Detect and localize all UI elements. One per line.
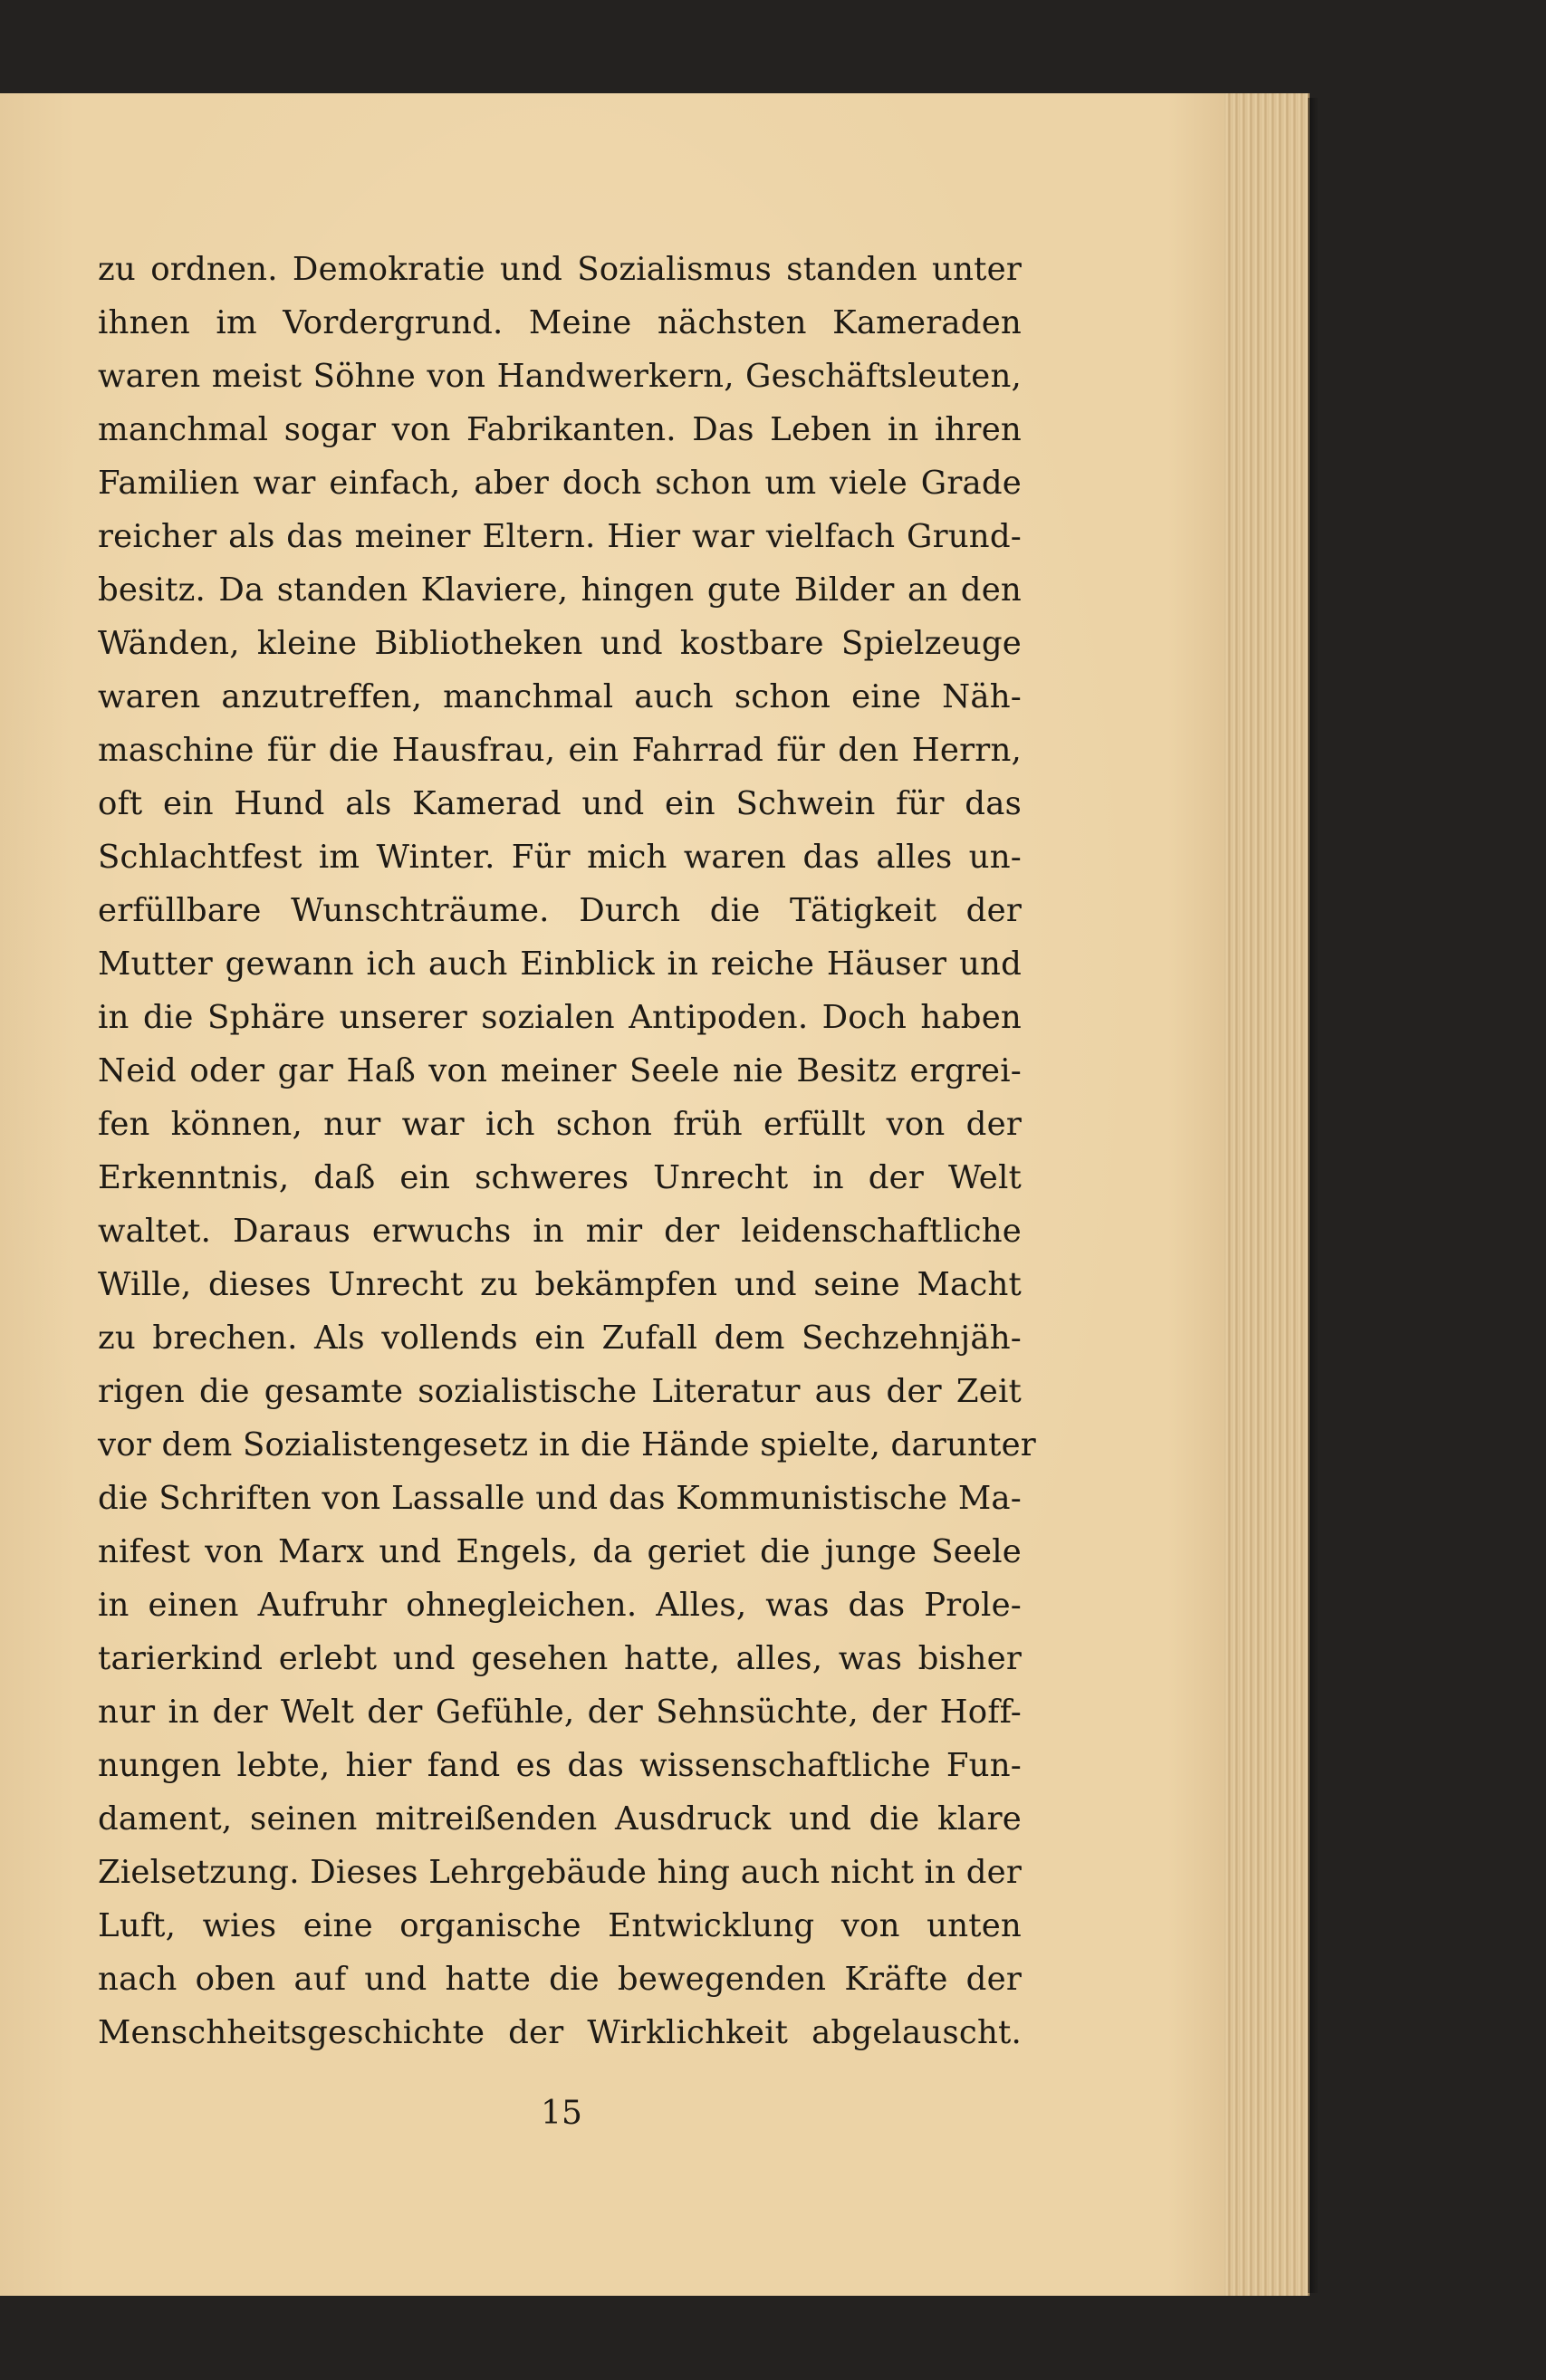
- text-line: in einen Aufruhr ohnegleichen. Alles, was das Prole-: [98, 1587, 1022, 1624]
- text-line: Wänden, kleine Bibliotheken und kostbare Spielzeuge: [98, 625, 1022, 662]
- text-line: nifest von Marx und Engels, da geriet die junge Seele: [98, 1533, 1022, 1570]
- page-stack-edge: [1224, 93, 1310, 2296]
- text-line: Familien war einfach, aber doch schon um viele Grade: [98, 465, 1022, 502]
- text-line: zu ordnen. Demokratie und Sozialismus standen unter: [98, 251, 1022, 288]
- text-line: besitz. Da standen Klaviere, hingen gute Bilder an den: [98, 571, 1022, 609]
- text-line: ihnen im Vordergrund. Meine nächsten Kameraden: [98, 304, 1022, 341]
- text-line: dament, seinen mitreißenden Ausdruck und die klare: [98, 1800, 1022, 1838]
- text-line: Wille, dieses Unrecht zu bekämpfen und seine Macht: [98, 1266, 1022, 1303]
- text-line: nur in der Welt der Gefühle, der Sehnsüchte, der Hoff-: [98, 1694, 1022, 1731]
- text-line: vor dem Sozialistengesetz in die Hände spielte, darunter: [98, 1426, 1036, 1464]
- text-line: Luft, wies eine organische Entwicklung von unten: [98, 1907, 1022, 1944]
- text-line: waren meist Söhne von Handwerkern, Geschäftsleuten,: [98, 358, 1022, 395]
- text-line: tarierkind erlebt und gesehen hatte, alles, was bisher: [98, 1640, 1022, 1677]
- text-line: nungen lebte, hier fand es das wissenschaftliche Fun-: [98, 1747, 1022, 1784]
- text-line: fen können, nur war ich schon früh erfüllt von der: [98, 1106, 1022, 1143]
- text-line: manchmal sogar von Fabrikanten. Das Leben in ihren: [98, 411, 1022, 448]
- text-line: nach oben auf und hatte die bewegenden Kräfte der: [98, 1961, 1022, 1998]
- text-line: Mutter gewann ich auch Einblick in reiche Häuser und: [98, 945, 1022, 983]
- page-number: 15: [541, 2095, 582, 2132]
- text-line: Zielsetzung. Dieses Lehrgebäude hing auch nicht in der: [98, 1854, 1022, 1891]
- body-text: [98, 243, 1036, 2059]
- page-edge-shadow: [1308, 98, 1319, 2293]
- text-line: Menschheitsgeschichte der Wirklichkeit abgelauscht.: [98, 2014, 1022, 2051]
- text-line: maschine für die Hausfrau, ein Fahrrad für den Herrn,: [98, 732, 1022, 769]
- text-line: zu brechen. Als vollends ein Zufall dem Sechzehnjäh-: [98, 1320, 1022, 1357]
- text-line: rigen die gesamte sozialistische Literatur aus der Zeit: [98, 1373, 1022, 1410]
- text-line: waltet. Daraus erwuchs in mir der leidenschaftliche: [98, 1213, 1022, 1250]
- text-line: reicher als das meiner Eltern. Hier war vielfach Grund-: [98, 518, 1022, 555]
- text-line: erfüllbare Wunschträume. Durch die Tätigkeit der: [98, 892, 1022, 929]
- text-line: oft ein Hund als Kamerad und ein Schwein für das: [98, 785, 1022, 822]
- text-line: Neid oder gar Haß von meiner Seele nie Besitz ergrei-: [98, 1052, 1022, 1089]
- text-line: waren anzutreffen, manchmal auch schon eine Näh-: [98, 678, 1022, 715]
- text-line: in die Sphäre unserer sozialen Antipoden. Doch haben: [98, 999, 1022, 1036]
- text-line: Schlachtfest im Winter. Für mich waren das alles un-: [98, 839, 1022, 876]
- text-line: Erkenntnis, daß ein schweres Unrecht in der Welt: [98, 1159, 1022, 1196]
- text-line: die Schriften von Lassalle und das Kommunistische Ma-: [98, 1480, 1022, 1517]
